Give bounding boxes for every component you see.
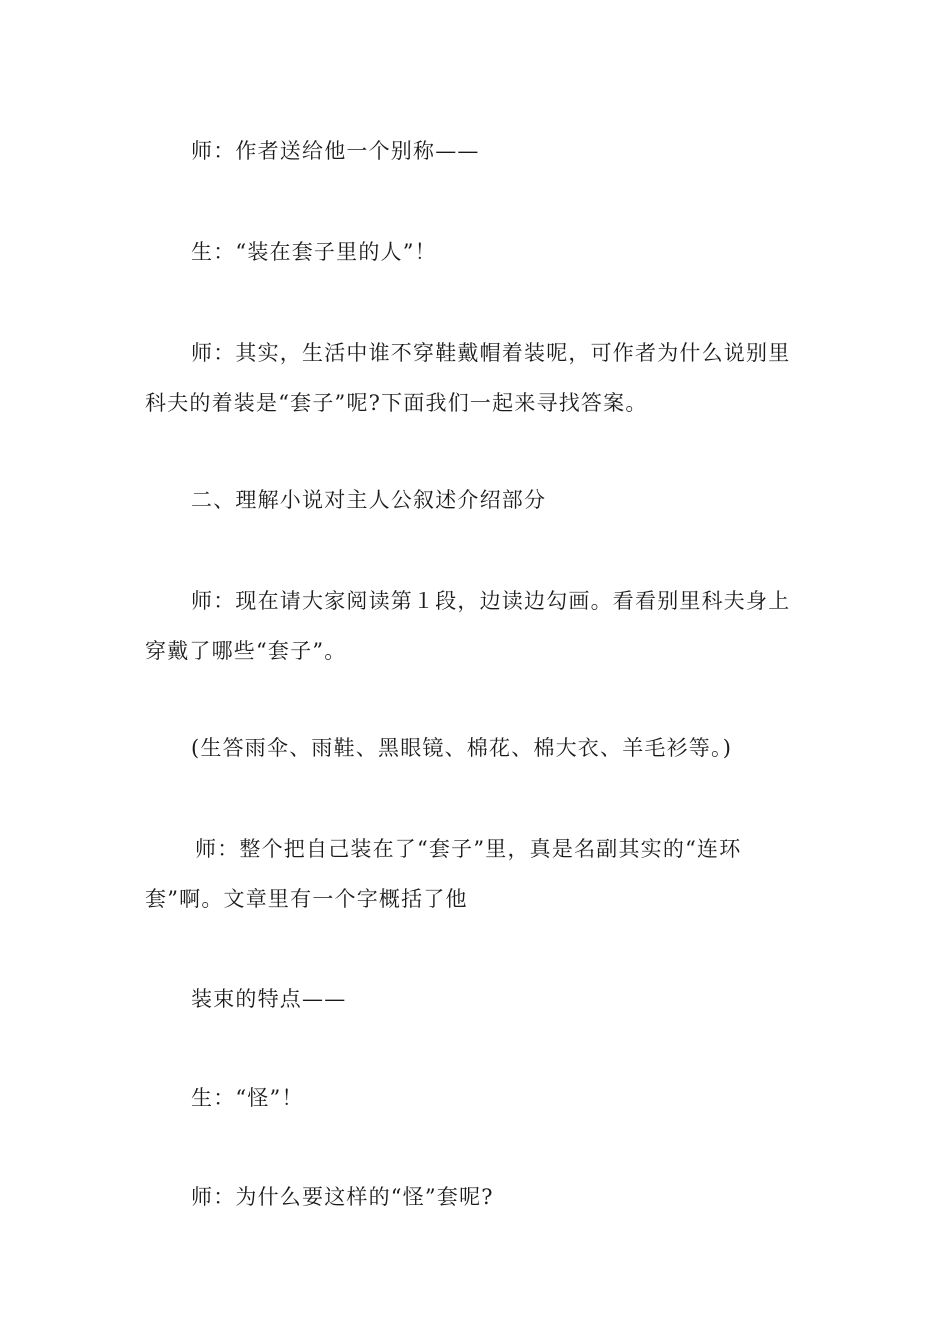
paragraph-teacher-reading: 师：现在请大家阅读第１段，边读边勾画。看看别里科夫身上穿戴了哪些“套子”。 xyxy=(145,589,791,663)
paragraph-teacher-question: 师：其实，生活中谁不穿鞋戴帽着装呢，可作者为什么说别里科夫的着装是“套子”呢?下面我们一起来寻找答案。 xyxy=(145,341,791,415)
paragraph-student-answer-2: 生：“怪”！ xyxy=(191,1086,304,1110)
paragraph-teacher-why: 师：为什么要这样的“怪”套呢? xyxy=(191,1185,494,1209)
paragraph-teacher-summary: 师：整个把自己装在了“套子”里，真是名副其实的“连环套”啊。文章里有一个字概括了他 xyxy=(145,837,742,911)
paragraph-teacher-nickname: 师：作者送给他一个别称—— xyxy=(191,139,480,163)
paragraph-student-answer-1: 生：“装在套子里的人”！ xyxy=(191,240,437,264)
paragraph-continuation: 装束的特点—— xyxy=(191,987,347,1011)
paragraph-student-list: (生答雨伞、雨鞋、黑眼镜、棉花、棉大衣、羊毛衫等。) xyxy=(191,736,733,760)
section-heading: 二、理解小说对主人公叙述介绍部分 xyxy=(191,488,547,512)
